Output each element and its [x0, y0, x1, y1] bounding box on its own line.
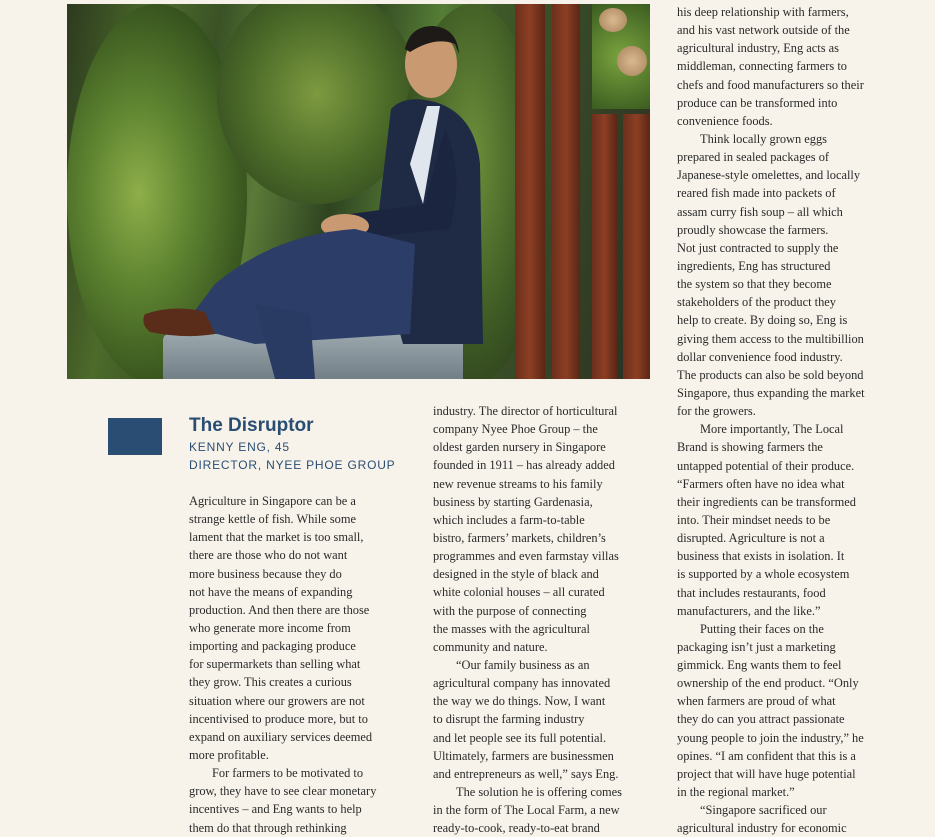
text-line: industry. The director of horticultural — [433, 404, 618, 418]
text-line: untapped potential of their produce. — [677, 458, 855, 473]
text-line: there are those who do not want — [189, 548, 348, 563]
text-line: when farmers are proud of what — [677, 694, 836, 709]
text-line: gimmick. Eng wants them to feel — [677, 658, 842, 673]
text-line: business that exists in isolation. It — [677, 549, 845, 564]
text-line: ownership of the end product. “Only — [677, 676, 859, 691]
text-line: to disrupt the farming industry — [433, 712, 585, 727]
text-line: situation where our growers are not — [189, 693, 365, 708]
log-slice — [599, 8, 627, 32]
text-line: disrupted. Agriculture is not a — [677, 531, 825, 546]
text-line: that includes restaurants, food — [677, 585, 826, 600]
profile-name-age: KENNY ENG, 45 — [189, 440, 290, 454]
text-line: agricultural industry for economic — [677, 821, 847, 836]
article-column-2 — [433, 402, 658, 837]
text-line: manufacturers, and the like.” — [677, 603, 821, 618]
text-line: assam curry fish soup – all which — [677, 204, 843, 219]
text-line: for supermarkets than selling what — [189, 657, 361, 672]
text-line: who generate more income from — [189, 620, 351, 635]
text-line: more profitable. — [189, 747, 269, 762]
text-line: for the growers. — [677, 404, 756, 419]
log-slice — [617, 46, 647, 76]
man-figure — [105, 14, 485, 379]
text-line: them do that through rethinking — [189, 820, 347, 835]
text-line: Brand is showing farmers the — [677, 440, 823, 455]
text-line: prepared in sealed packages of — [677, 150, 830, 165]
text-line: “Singapore sacrificed our — [700, 803, 827, 818]
text-line: founded in 1911 – has already added — [433, 458, 615, 473]
text-line: project that will have huge potential — [677, 766, 856, 781]
text-line: more business because they do — [189, 566, 342, 581]
text-line: oldest garden nursery in Singapore — [433, 440, 606, 455]
text-line: For farmers to be motivated to — [212, 766, 364, 781]
text-line: ingredients, Eng has structured — [677, 258, 831, 273]
article-column-3 — [677, 3, 902, 837]
text-line: importing and packaging produce — [189, 639, 356, 654]
text-line: expand on auxiliary services deemed — [189, 729, 373, 744]
text-line: proudly showcase the farmers. — [677, 222, 829, 237]
text-line: convenience foods. — [677, 113, 773, 128]
text-line: incentivised to produce more, but to — [189, 711, 368, 726]
text-line: the masses with the agricultural — [433, 621, 590, 636]
article-column-1 — [189, 492, 409, 837]
text-line: into. Their mindset needs to be — [677, 512, 831, 527]
text-line: strange kettle of fish. While some — [189, 512, 357, 527]
text-line: help to create. By doing so, Eng is — [677, 313, 848, 328]
wood-slat — [552, 4, 580, 379]
text-line: designed in the style of black and — [433, 567, 599, 582]
text-line: is supported by a whole ecosystem — [677, 567, 850, 582]
text-line: packaging isn’t just a marketing — [677, 639, 836, 654]
text-line: Ultimately, farmers are businessmen — [433, 748, 614, 763]
text-line: his deep relationship with farmers, — [677, 5, 849, 19]
text-line: company Nyee Phoe Group – the — [433, 422, 598, 437]
text-line: stakeholders of the product they — [677, 295, 836, 310]
text-line: with the purpose of connecting — [433, 603, 587, 618]
text-line: incentives – and Eng wants to help — [189, 802, 362, 817]
profile-role: DIRECTOR, NYEE PHOE GROUP — [189, 458, 396, 472]
text-line: opines. “I am confident that this is a — [677, 748, 856, 763]
text-line: “Our family business as an — [456, 657, 590, 672]
portrait-photo — [67, 4, 650, 379]
wood-slat — [592, 114, 617, 379]
text-line: The solution he is offering comes — [456, 784, 622, 799]
text-line: middleman, connecting farmers to — [677, 59, 847, 74]
text-line: giving them access to the multibillion — [677, 331, 864, 346]
text-line: Japanese-style omelettes, and locally — [677, 168, 861, 183]
text-line: community and nature. — [433, 639, 548, 654]
text-line: and let people see its full potential. — [433, 730, 607, 745]
text-line: not have the means of expanding — [189, 584, 353, 599]
text-line: Agriculture in Singapore can be a — [189, 494, 356, 508]
wood-slat — [515, 4, 545, 379]
text-line: young people to join the industry,” he — [677, 730, 864, 745]
text-line: Singapore, thus expanding the market — [677, 385, 865, 400]
text-line: new revenue streams to his family — [433, 476, 603, 491]
text-line: reared fish made into packets of — [677, 186, 836, 201]
text-line: grow, they have to see clear monetary — [189, 784, 377, 799]
text-line: “Farmers often have no idea what — [677, 476, 845, 491]
text-line: and his vast network outside of the — [677, 23, 850, 38]
text-line: ready-to-cook, ready-to-eat brand — [433, 821, 600, 836]
text-line: lament that the market is too small, — [189, 530, 364, 545]
text-line: bistro, farmers’ markets, children’s — [433, 530, 606, 545]
text-line: white colonial houses – all curated — [433, 585, 605, 600]
text-line: the system so that they become — [677, 277, 832, 292]
text-line: they grow. This creates a curious — [189, 675, 352, 690]
text-line: Think locally grown eggs — [700, 131, 827, 146]
text-line: The products can also be sold beyond — [677, 367, 864, 382]
text-line: in the form of The Local Farm, a new — [433, 803, 620, 818]
text-line: produce can be transformed into — [677, 95, 838, 110]
profile-title: The Disruptor — [189, 415, 314, 436]
text-line: chefs and food manufacturers so their — [677, 77, 864, 92]
text-line: their ingredients can be transformed — [677, 494, 856, 509]
text-line: agricultural industry, Eng acts as — [677, 41, 839, 56]
text-line: programmes and even farmstay villas — [433, 549, 619, 564]
text-line: and entrepreneurs as well,” says Eng. — [433, 766, 619, 781]
text-line: in the regional market.” — [677, 785, 795, 800]
text-line: Putting their faces on the — [700, 621, 824, 636]
wood-slat — [623, 114, 650, 379]
text-line: the way we do things. Now, I want — [433, 694, 606, 709]
accent-block — [108, 418, 162, 455]
text-line: production. And then there are those — [189, 602, 370, 617]
text-line: they do can you attract passionate — [677, 712, 845, 727]
text-line: agricultural company has innovated — [433, 676, 611, 691]
text-line: business by starting Gardenasia, — [433, 494, 593, 509]
text-line: Not just contracted to supply the — [677, 240, 839, 255]
text-line: dollar convenience food industry. — [677, 349, 843, 364]
text-line: which includes a farm-to-table — [433, 512, 585, 527]
text-line: More importantly, The Local — [700, 422, 844, 437]
